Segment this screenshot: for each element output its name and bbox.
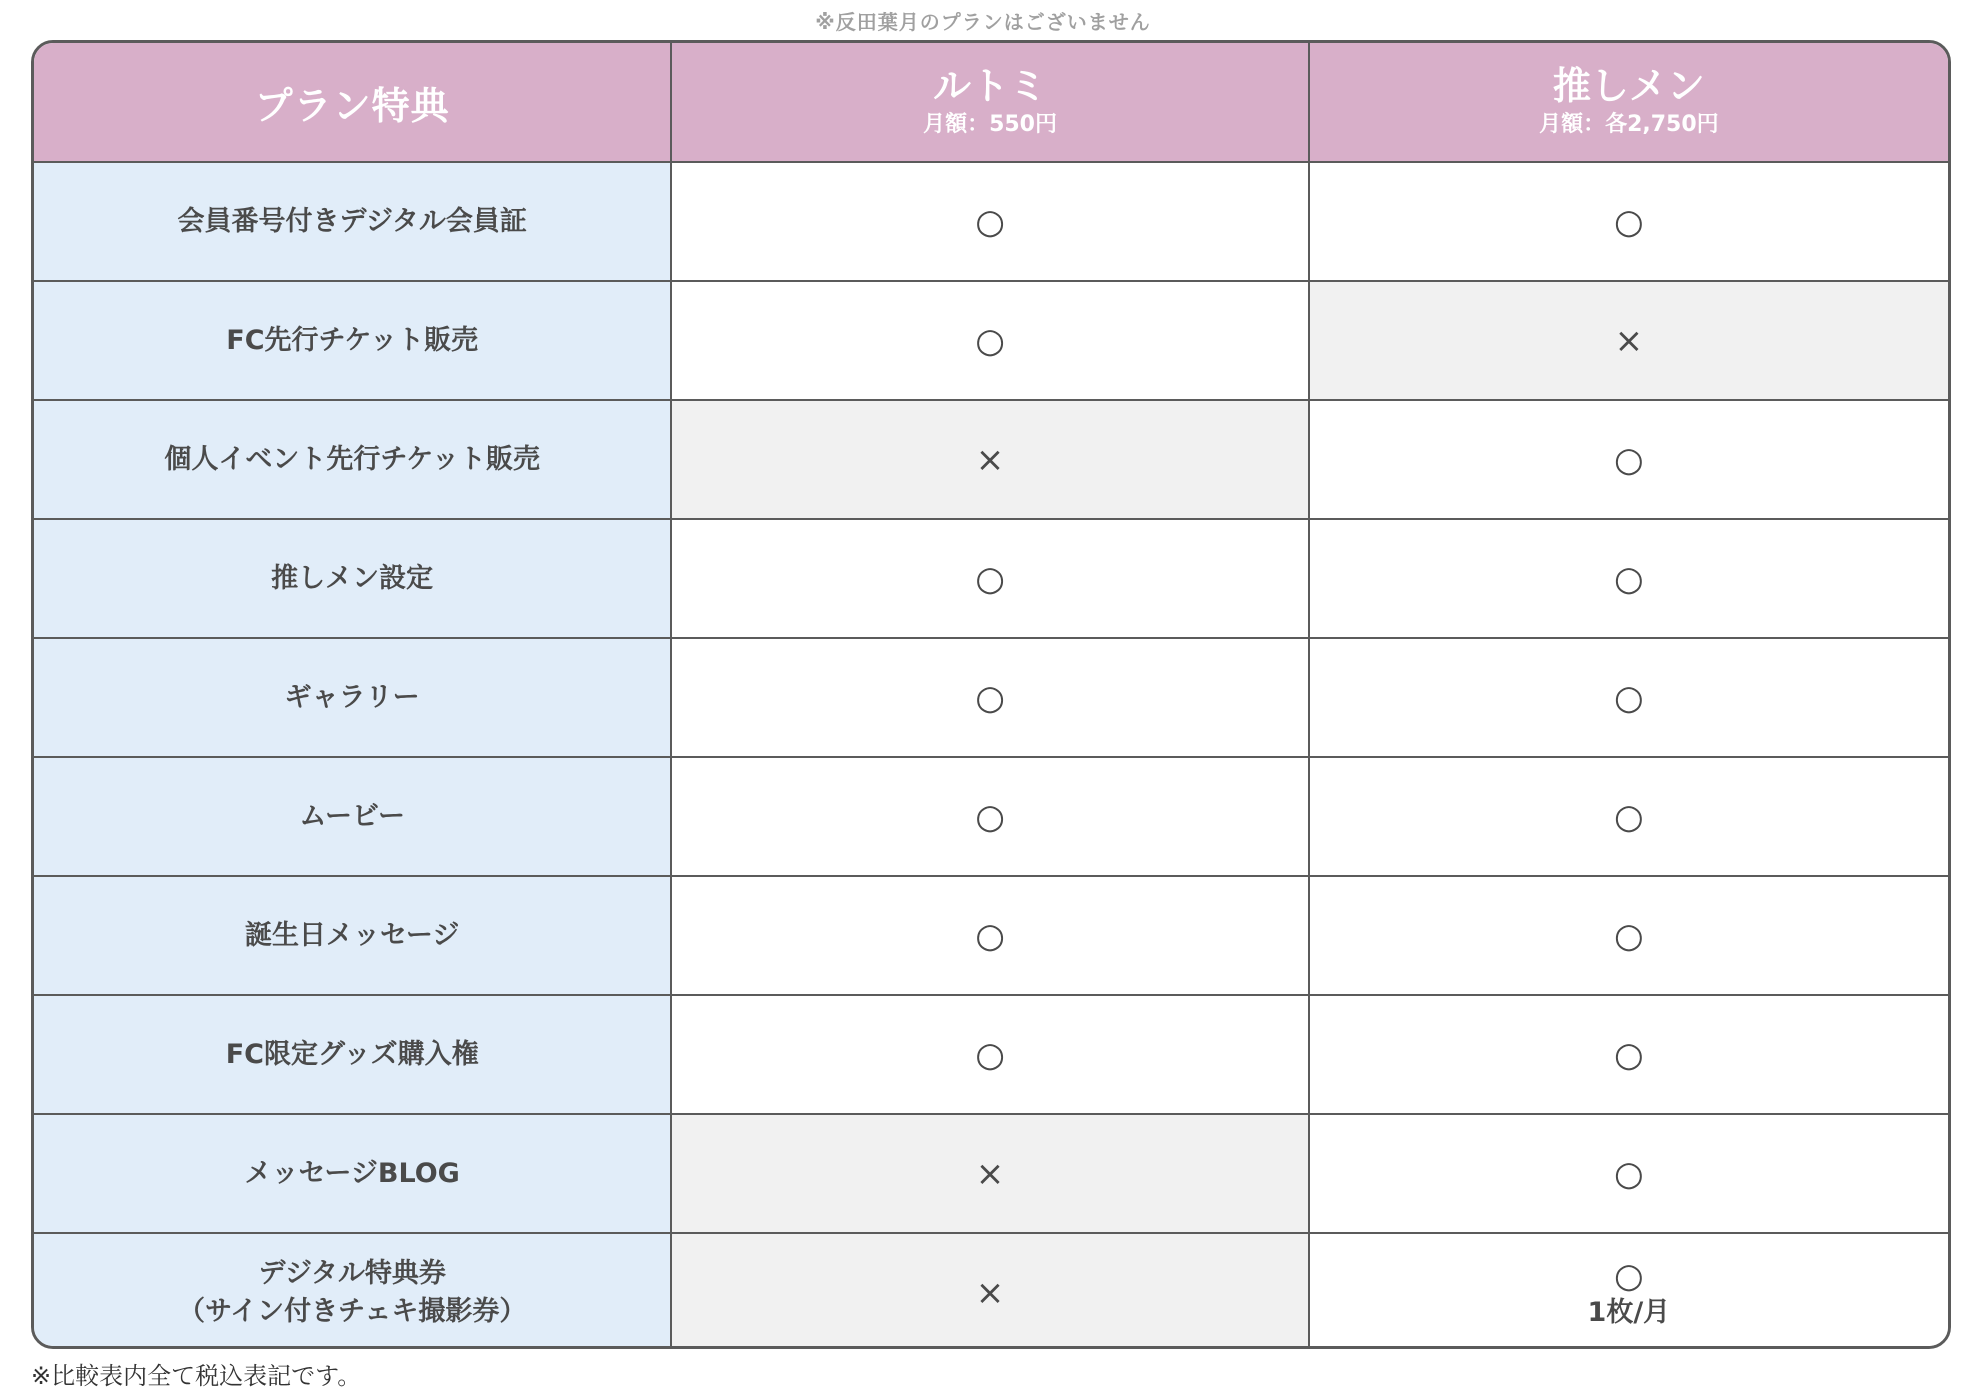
table-row [34,400,1948,519]
oshimen-availability-cell [1309,1233,1948,1349]
feature-cell [34,1114,671,1233]
feature-label: メッセージBLOG [244,1157,460,1189]
circle-mark: ○ [975,677,1005,718]
oshimen-availability-cell [1309,876,1948,995]
feature-label: FC先行チケット販売 [226,324,479,356]
circle-mark: ○ [1614,439,1644,480]
table-row [34,1114,1948,1233]
rutomi-availability-cell [671,876,1308,995]
table-row [34,995,1948,1114]
cross-mark: × [1614,320,1644,361]
feature-label: デジタル特典券 [258,1258,446,1289]
rutomi-availability-cell [671,995,1308,1114]
feature-cell [34,876,671,995]
rutomi-availability-cell [671,638,1308,757]
circle-mark: ○ [1614,1034,1644,1075]
table-row [34,281,1948,400]
circle-mark: ○ [975,320,1005,361]
cross-mark: × [975,1153,1005,1194]
oshimen-availability-cell [1309,281,1948,400]
plan-price: 月額：550円 [923,112,1057,137]
oshimen-availability-cell [1309,519,1948,638]
feature-label: FC限定グッズ購入権 [225,1038,479,1070]
header-row [34,43,1948,162]
feature-label: （サイン付きチェキ撮影券） [178,1296,527,1327]
oshimen-availability-cell [1309,995,1948,1114]
feature-cell [34,162,671,281]
feature-label: 推しメン設定 [271,562,434,594]
feature-label: 個人イベント先行チケット販売 [164,443,540,475]
rutomi-availability-cell [671,1114,1308,1233]
rutomi-availability-cell [671,519,1308,638]
plan-name: ルトミ [933,64,1048,108]
circle-mark: ○ [975,201,1005,242]
rutomi-availability-cell [671,400,1308,519]
oshimen-availability-cell [1309,162,1948,281]
rutomi-availability-cell [671,757,1308,876]
plan-comparison-table [31,40,1951,1349]
oshimen-availability-cell [1309,638,1948,757]
plan-name: 推しメン [1552,64,1705,108]
rutomi-availability-cell [671,1233,1308,1349]
oshimen-availability-cell [1309,1114,1948,1233]
circle-mark: ○ [975,796,1005,837]
feature-cell [34,519,671,638]
cross-mark: × [975,439,1005,480]
circle-mark: ○ [1614,1153,1644,1194]
tax-note: ※比較表内全て税込表記です。 [31,1362,362,1390]
plan-header-oshimen [1309,43,1948,162]
feature-cell [34,400,671,519]
feature-cell [34,1233,671,1349]
plan-header-rutomi [671,43,1308,162]
feature-label: ギャラリー [284,681,420,713]
table-row [34,1233,1948,1349]
circle-mark: ○ [1614,558,1644,599]
oshimen-availability-cell [1309,757,1948,876]
feature-label: ムービー [299,800,405,832]
circle-mark: ○ [975,915,1005,956]
corner-header: プラン特典 [34,43,671,162]
feature-cell [34,995,671,1114]
table-row [34,876,1948,995]
feature-label: 誕生日メッセージ [244,919,460,951]
rutomi-availability-cell [671,281,1308,400]
plan-price: 月額：各2,750円 [1539,112,1719,137]
circle-mark: ○ [975,558,1005,599]
feature-label: 会員番号付きデジタル会員証 [177,205,527,237]
cross-mark: × [975,1273,1005,1313]
circle-mark: ○ [975,1034,1005,1075]
circle-mark: ○ [1614,677,1644,718]
circle-mark: ○ [1614,201,1644,242]
oshimen-availability-cell [1309,400,1948,519]
circle-mark: ○ [1614,915,1644,956]
table-row [34,638,1948,757]
feature-cell [34,281,671,400]
feature-cell [34,638,671,757]
table-row [34,757,1948,876]
rutomi-availability-cell [671,162,1308,281]
table-row [34,162,1948,281]
availability-note: 1枚/月 [1587,1297,1671,1328]
table-row [34,519,1948,638]
circle-mark: ○ [1614,1256,1644,1296]
top-note: ※反田葉月のプランはございません [815,10,1151,34]
feature-cell [34,757,671,876]
circle-mark: ○ [1614,796,1644,837]
